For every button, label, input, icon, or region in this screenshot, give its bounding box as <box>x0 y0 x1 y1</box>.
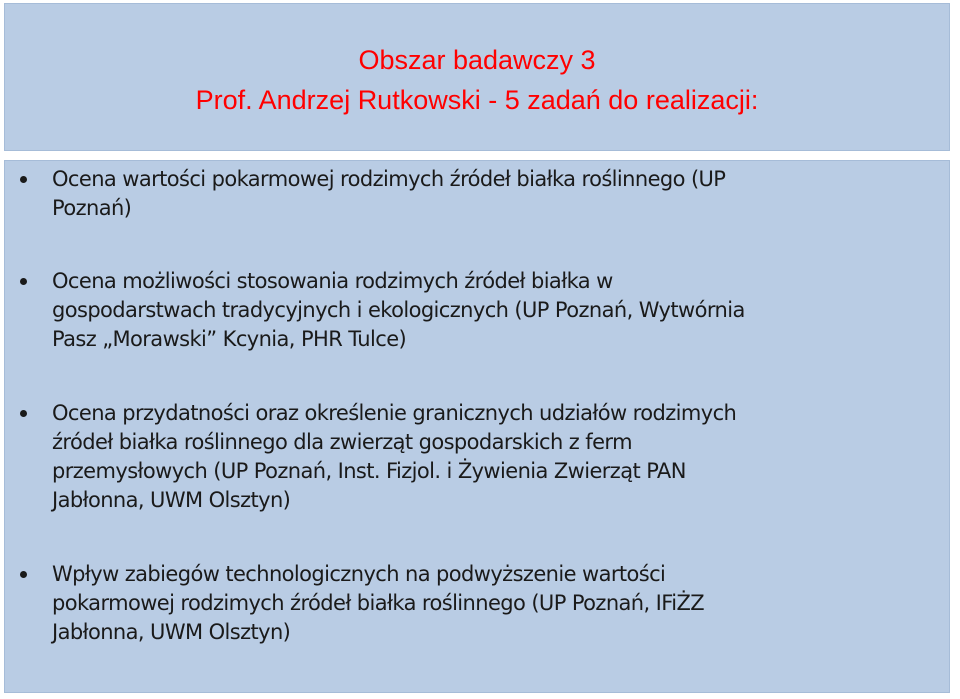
bullet-line: Jabłonna, UWM Olsztyn) <box>52 620 291 644</box>
bullet-dot-icon <box>20 176 27 183</box>
bullet-text <box>52 560 942 647</box>
content-box <box>4 160 950 693</box>
bullet-line: Ocena wartości pokarmowej rodzimych źródeł białka roślinnego (UP <box>52 167 726 191</box>
bullet-line: Ocena możliwości stosowania rodzimych źródeł białka w <box>52 269 613 293</box>
slide-title: Obszar badawczy 3 <box>358 45 596 75</box>
bullet-dot-icon <box>20 410 27 417</box>
bullet-text <box>52 399 942 515</box>
bullet-line: źródeł białka roślinnego dla zwierząt gospodarskich z ferm <box>52 430 632 454</box>
bullet-line: przemysłowych (UP Poznań, Inst. Fizjol. i Żywienia Zwierząt PAN <box>52 459 686 483</box>
bullet-text <box>52 165 942 223</box>
bullet-line: Ocena przydatności oraz określenie granicznych udziałów rodzimych <box>52 401 737 425</box>
bullet-line: Wpływ zabiegów technologicznych na podwyższenie wartości <box>52 562 666 586</box>
bullet-line: Jabłonna, UWM Olsztyn) <box>52 488 291 512</box>
title-box <box>4 3 950 151</box>
bullet-line: pokarmowej rodzimych źródeł białka roślinnego (UP Poznań, IFiŻZ <box>52 591 705 615</box>
bullet-dot-icon <box>20 278 27 285</box>
bullet-text <box>52 267 942 354</box>
bullet-line: gospodarstwach tradycyjnych i ekologicznych (UP Poznań, Wytwórnia <box>52 298 745 322</box>
bullet-line: Pasz „Morawski” Kcynia, PHR Tulce) <box>52 327 407 351</box>
bullet-line: Poznań) <box>52 196 132 220</box>
bullet-dot-icon <box>20 571 27 578</box>
slide-subtitle: Prof. Andrzej Rutkowski - 5 zadań do realizacji: <box>195 85 759 115</box>
